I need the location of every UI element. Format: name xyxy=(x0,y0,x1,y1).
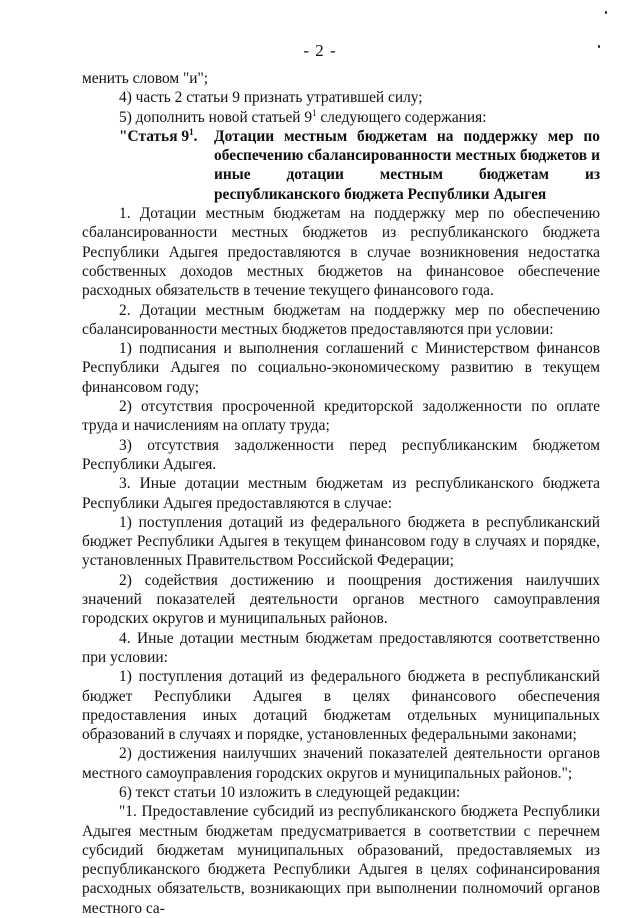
paragraph: 1. Дотации местным бюджетам на поддержку мер по обеспечению сбалансированности местных бюджетов из республиканского бюджета Республики Адыгея предоставляются в случае возникновения недостатка собственных доходов местных бюджетов на финансовое обеспечение расходных обязательств в течение текущего финансового года. xyxy=(82,205,600,300)
paragraph: 4. Иные дотации местным бюджетам предоставляются соответственно при условии: xyxy=(82,629,600,666)
paragraph: 2. Дотации местным бюджетам на поддержку мер по обеспечению сбалансированности местных бюджетов предоставляются при условии: xyxy=(82,301,600,338)
paragraph: "1. Предоставление субсидий из республиканского бюджета Республики Адыгея местным бюджетам предусматривается в соответствии с перечнем субсидий бюджетам муниципальных образований, предоставляемых из республиканского бюджета Республики Адыгея в целях софинансирования расходных обязательств, возникающих при выполнении полномочий органов местного са- xyxy=(82,803,600,917)
scan-speck xyxy=(605,11,607,14)
paragraph: 1) поступления дотаций из федерального бюджета в республиканский бюджет Республики Адыгея в целях финансового обеспечения предоставления иных дотаций бюджетам отдельных муниципальных образований в случаях и порядке, установленных федеральными законами; xyxy=(82,668,600,744)
paragraph: 2) отсутствия просроченной кредиторской задолженности по оплате труда и начислениям на оплату труда; xyxy=(82,398,600,435)
amendment-item-5: 5) дополнить новой статьей $9^1$ следующего содержания: xyxy=(119,107,487,126)
article-number: "Статья $9^1$. xyxy=(119,126,198,145)
page-number: - 2 - xyxy=(303,41,337,60)
paragraph: 3. Иные дотации местным бюджетам из республиканского бюджета Республики Адыгея предоставляются в случае: xyxy=(82,475,600,512)
paragraph: 2) содействия достижению и поощрения достижения наилучших значений показателей деятельности органов местного самоуправления городских округов и муниципальных районов. xyxy=(82,571,600,628)
intro-continuation: менить словом "и"; xyxy=(82,70,209,87)
article-heading xyxy=(82,127,600,204)
amendment-item-4: 4) часть 2 статьи 9 признать утратившей силу; xyxy=(119,89,423,107)
paragraph: 3) отсутствия задолженности перед республиканским бюджетом Республики Адыгея. xyxy=(82,436,600,473)
paragraph: 1) подписания и выполнения соглашений с Министерством финансов Республики Адыгея по социально-экономическому развитию в текущем финансовом году; xyxy=(82,340,600,396)
paragraph: 6) текст статьи 10 изложить в следующей редакции: xyxy=(119,783,461,801)
document-body xyxy=(82,69,600,918)
paragraph: 2) достижения наилучших значений показателей деятельности органов местного самоуправления городских округов и муниципальных районов."; xyxy=(82,745,600,782)
article-title: Дотации местным бюджетам на поддержку мер по обеспечению сбалансированности местных бюджетов и иные дотации местным бюджетам из республиканского бюджета Республики Адыгея xyxy=(214,127,600,203)
paragraph: 1) поступления дотаций из федерального бюджета в республиканский бюджет Республики Адыгея в текущем финансовом году в случаях и порядке, установленных Правительством Российской Федерации; xyxy=(82,513,600,570)
